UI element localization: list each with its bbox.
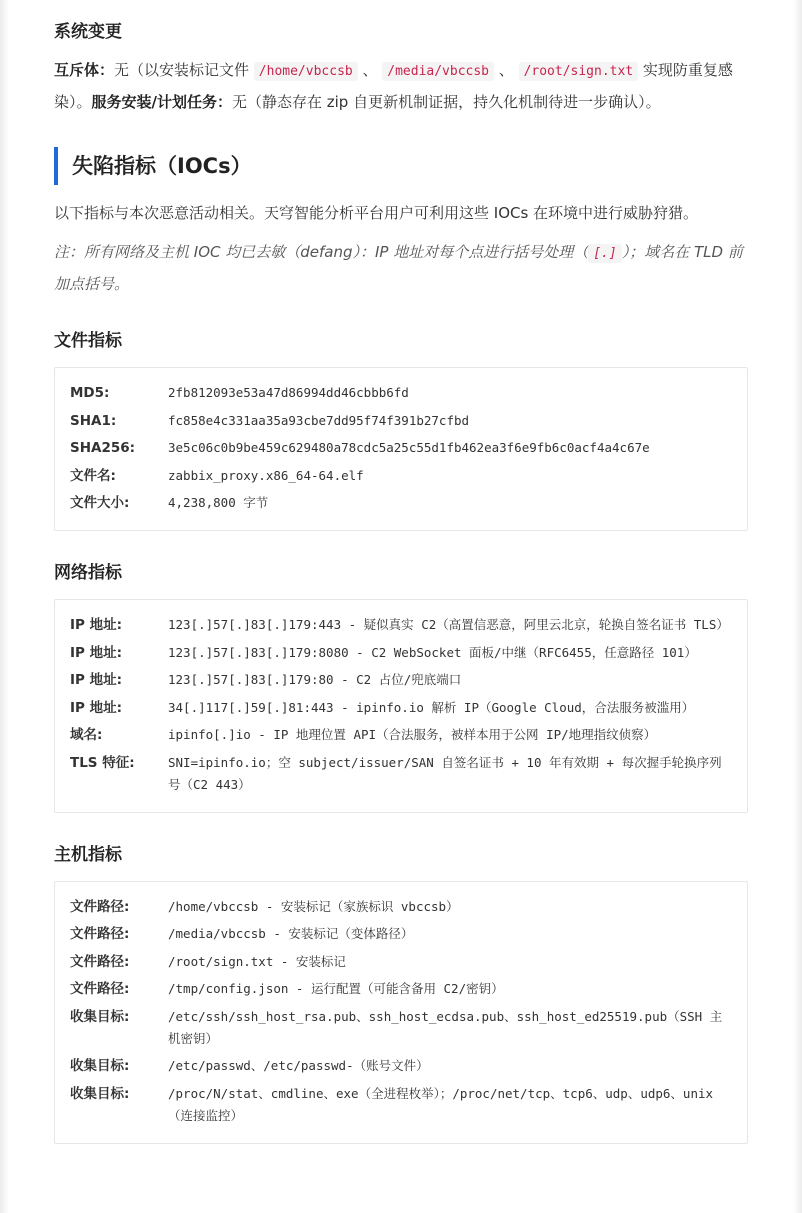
indicator-value: 123[.]57[.]83[.]179:80 - C2 占位/兜底端口 (168, 672, 462, 687)
indicator-key: 文件路径: (70, 953, 130, 970)
iocs-intro: 以下指标与本次恶意活动相关。天穹智能分析平台用户可利用这些 IOCs 在环境中进行威胁狩猎。 (54, 204, 699, 222)
service-label: 服务安装/计划任务： (91, 93, 232, 111)
indicator-row (70, 614, 732, 636)
indicator-row (70, 1006, 732, 1050)
indicator-key: 文件路径: (70, 981, 130, 997)
indicator-value: zabbix_proxy.x86_64-64.elf (168, 467, 364, 483)
note-text-1: 注：所有网络及主机 IOC 均已去敏（defang）：IP 地址对每个点进行括号处理（ (54, 243, 589, 261)
indicator-row (70, 697, 732, 719)
indicator-row (70, 752, 732, 796)
indicator-value: /etc/ssh/ssh_host_rsa.pub、ssh_host_ecdsa.pub、ssh_host_ed25519.pub（SSH 主机密钥） (168, 1008, 723, 1046)
indicator-value: /root/sign.txt - 安装标记 (168, 953, 346, 969)
indicator-key: 文件路径: (70, 898, 130, 915)
indicator-row (70, 923, 732, 945)
left-page-edge (0, 0, 9, 1213)
article (54, 0, 748, 1144)
indicator-key: 域名: (70, 727, 103, 743)
service-text: 无（静态存在 zip 自更新机制证据，持久化机制待进一步确认）。 (232, 93, 661, 111)
mutex-path-2: /media/vbccsb (382, 62, 494, 81)
indicator-row (70, 978, 732, 1000)
indicator-key: SHA1: (70, 412, 117, 429)
indicator-row (70, 492, 732, 514)
indicator-key: 收集目标: (70, 1085, 130, 1102)
mutex-sep-2: 、 (494, 61, 519, 79)
indicator-key: SHA256: (70, 440, 136, 456)
indicator-value: ipinfo[.]io - IP 地理位置 API（合法服务，被样本用于公网 IP/地理指纹侦察） (168, 727, 657, 742)
host-indicators-heading: 主机指标 (54, 844, 122, 865)
network-indicators-box (54, 599, 748, 813)
note-code: [.] (588, 244, 621, 263)
right-page-edge (793, 0, 802, 1213)
indicator-key: 文件路径: (70, 926, 130, 942)
indicator-value: 34[.]117[.]59[.]81:443 - ipinfo.io 解析 IP（Google Cloud，合法服务被滥用） (168, 699, 695, 715)
indicator-key: TLS 特征: (70, 754, 135, 771)
indicator-row (70, 669, 732, 691)
indicator-row (70, 465, 732, 487)
indicator-value: 3e5c06c0b9be459c629480a78cdc5a25c55d1fb462ea3f6e9fb6c0acf4a4c67e (168, 440, 650, 455)
indicator-row (70, 382, 732, 404)
indicator-row (70, 1083, 732, 1127)
mutex-path-1: /home/vbccsb (254, 62, 358, 81)
mutex-label: 互斥体： (54, 61, 115, 79)
indicator-row (70, 896, 732, 918)
indicator-row (70, 410, 732, 432)
indicator-key: IP 地址: (70, 644, 123, 661)
indicator-key: IP 地址: (70, 617, 123, 633)
indicator-row (70, 1055, 732, 1077)
defang-note (54, 237, 748, 299)
indicator-value: /etc/passwd、/etc/passwd-（账号文件） (168, 1058, 429, 1073)
mutex-text-1: 无（以安装标记文件 (114, 61, 254, 79)
mutex-sep-1: 、 (357, 61, 383, 79)
host-indicators-box (54, 881, 748, 1144)
indicator-row (70, 437, 732, 459)
file-indicators-box (54, 367, 748, 531)
note-text-2: ）；域名在 TLD 前加点括号。 (54, 243, 743, 293)
indicator-row (70, 642, 732, 664)
indicator-row (70, 951, 732, 973)
network-indicators-heading: 网络指标 (54, 563, 122, 583)
indicator-value: /tmp/config.json - 运行配置（可能含备用 C2/密钥） (168, 981, 504, 996)
indicator-key: 收集目标: (70, 1008, 130, 1025)
indicator-key: 文件大小: (70, 495, 130, 511)
mutex-text-2: 实现防重复感染）。 (54, 61, 733, 111)
indicator-key: IP 地址: (70, 672, 123, 688)
system-changes-paragraph (54, 55, 748, 117)
indicator-value: /home/vbccsb - 安装标记（家族标识 vbccsb） (168, 898, 459, 914)
indicator-value: /media/vbccsb - 安装标记（变体路径） (168, 926, 414, 941)
iocs-heading: 失陷指标（IOCs） (54, 147, 748, 185)
mutex-path-3: /root/sign.txt (519, 62, 639, 81)
file-indicators-heading: 文件指标 (54, 331, 122, 351)
indicator-key: IP 地址: (70, 699, 123, 716)
indicator-value: /proc/N/stat、cmdline、exe（全进程枚举）；/proc/net/tcp、tcp6、udp、udp6、unix（连接监控） (168, 1085, 714, 1123)
indicator-value: SNI=ipinfo.io；空 subject/issuer/SAN 自签名证书 + 10 年有效期 + 每次握手轮换序列号（C2 443） (168, 754, 722, 792)
indicator-value: fc858e4c331aa35a93cbe7dd95f74f391b27cfbd (168, 412, 470, 428)
indicator-value: 123[.]57[.]83[.]179:8080 - C2 WebSocket 面板/中继（RFC6455，任意路径 101） (168, 644, 697, 660)
indicator-key: 文件名: (70, 467, 116, 484)
indicator-value: 4,238,800 字节 (168, 495, 269, 510)
indicator-key: 收集目标: (70, 1058, 130, 1074)
indicator-value: 123[.]57[.]83[.]179:443 - 疑似真实 C2（高置信恶意，阿里云北京，轮换自签名证书 TLS） (168, 617, 729, 632)
indicator-row (70, 724, 732, 746)
system-changes-heading: 系统变更 (54, 22, 122, 42)
indicator-key: MD5: (70, 385, 110, 401)
indicator-value: 2fb812093e53a47d86994dd46cbbb6fd (168, 385, 409, 400)
